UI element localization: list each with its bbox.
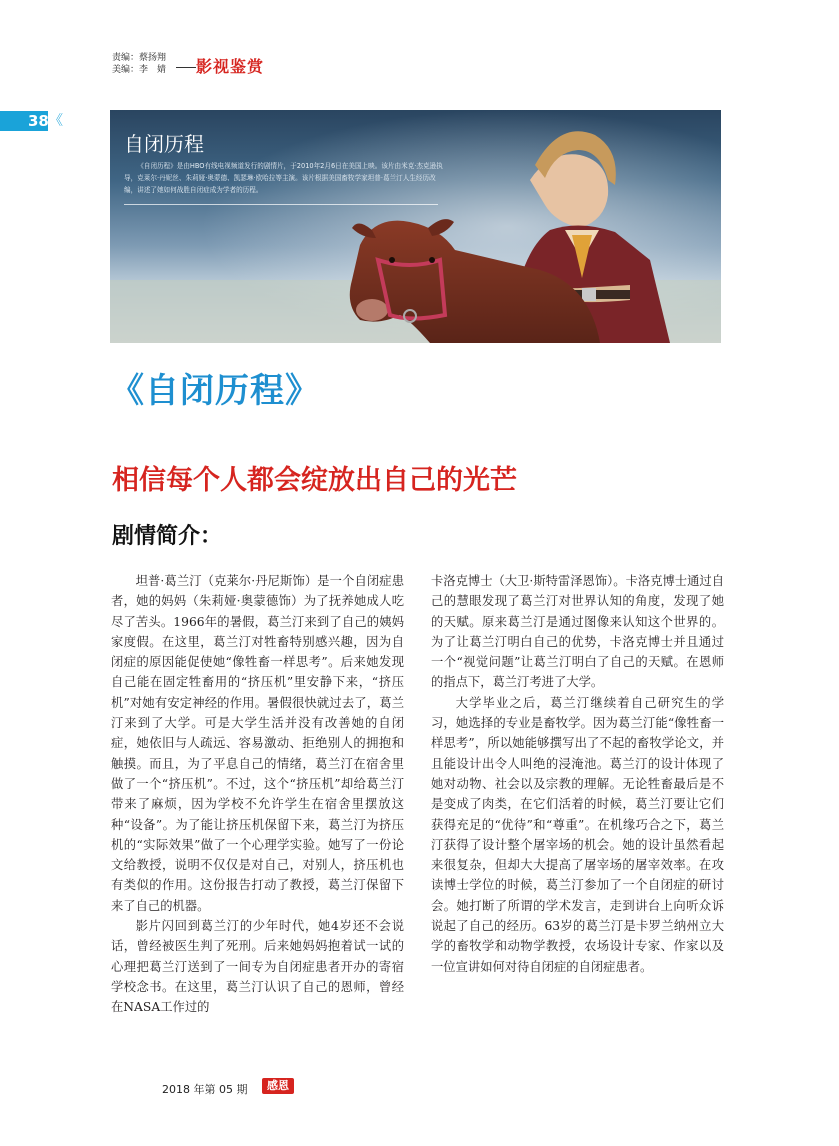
hero-description: 《自闭历程》是由HBO有线电视频道发行的剧情片，于2010年2月6日在美国上映。该片由米克·杰克逊执导，克莱尔·丹妮丝、朱莉娅·奥蒙德、凯瑟琳·欧哈拉等主演。该片根据美国畜牧学家坦普·葛兰汀人生经历改编，讲述了她如何战胜自闭症成为学者的历程。: [124, 162, 443, 194]
issue-label: 2018 年第 05 期: [162, 1083, 248, 1096]
article-subtitle: 相信每个人都会绽放出自己的光芒: [112, 465, 517, 496]
editor-credits: [112, 52, 166, 76]
article-title: 《自闭历程》: [110, 371, 320, 411]
paragraph: 坦普·葛兰汀（克莱尔·丹尼斯饰）是一个自闭症患者，她的妈妈（朱莉娅·奥蒙德饰）为了抚养她成人吃尽了苦头。1966年的暑假，葛兰汀来到了自己的姨妈家度假。在这里，葛兰汀对牲畜特别感兴趣，因为自闭症的原因能促使她“像牲畜一样思考”。后来她发现自己能在固定牲畜用的“挤压机”里安静下来，“挤压机”对她有安定神经的作用。暑假很快就过去了，葛兰汀来到了大学。可是大学生活并没有改善她的自闭症，她依旧与人疏远、容易激动、拒绝别人的拥抱和触摸。而且，为了平息自己的情绪，葛兰汀在宿舍里做了一个“挤压机”。不过，这个“挤压机”却给葛兰汀带来了麻烦，因为学校不允许学生在宿舍里摆放这种“设备”。为了能让挤压机保留下来，葛兰汀为挤压机的“实际效果”做了一个心理学实验。她写了一份论文给教授，说明不仅仅是对自己，对别人，挤压机也有类似的作用。这份报告打动了教授，葛兰汀保留下来了自己的机器。: [111, 574, 404, 913]
page-arrow-icon: 《: [49, 113, 63, 129]
text-column-left: [111, 571, 404, 1018]
hero-rule: [124, 204, 438, 205]
paragraph: 大学毕业之后，葛兰汀继续着自己研究生的学习，她选择的专业是畜牧学。因为葛兰汀能“像牲畜一样思考”，所以她能够撰写出了不起的畜牧学论文，并且能设计出令人叫绝的浸淹池。葛兰汀的设计体现了她对动物、社会以及宗教的理解。无论牲畜最后是不是变成了肉类，在它们活着的时候，葛兰汀要让它们获得充足的“优待”和“尊重”。在机缘巧合之下，葛兰汀获得了设计整个屠宰场的机会。她的设计虽然看起来很复杂，但却大大提高了屠宰场的屠宰效率。在攻读博士学位的时候，葛兰汀参加了一个自闭症的研讨会。她打断了所谓的学术发言，走到讲台上向听众诉说起了自己的经历。63岁的葛兰汀是卡罗兰纳州立大学的畜牧学和动物学教授，农场设计专家、作家以及一位宣讲如何对待自闭症的自闭症患者。: [431, 695, 724, 974]
magazine-logo: 感恩: [262, 1078, 294, 1094]
section-heading: 剧情简介：: [112, 523, 223, 549]
credit-art-editor: 美编：李 婧: [112, 65, 167, 75]
credit-editor: 责编：蔡扬翔: [112, 53, 167, 63]
text-column-right: [431, 571, 724, 977]
section-name: 影视鉴赏: [196, 57, 265, 76]
page-number: 38: [28, 112, 49, 130]
paragraph-continued: 卡洛克博士（大卫·斯特雷泽恩饰）。卡洛克博士通过自己的慧眼发现了葛兰汀对世界认知的角度，发现了她的天赋。原来葛兰汀是通过图像来认知这个世界的。为了让葛兰汀明白自己的优势，卡洛克博士并且通过一个“视觉问题”让葛兰汀明白了自己的天赋。在恩师的指点下，葛兰汀考进了大学。: [431, 574, 724, 690]
hero-image: [110, 110, 721, 343]
header-rule: [176, 67, 196, 68]
hero-title: 自闭历程: [124, 132, 204, 156]
paragraph: 影片闪回到葛兰汀的少年时代，她4岁还不会说话，曾经被医生判了死刑。后来她妈妈抱着试一试的心理把葛兰汀送到了一间专为自闭症患者开办的寄宿学校念书。在这里，葛兰汀认识了自己的恩师，曾经在NASA工作过的: [111, 919, 404, 1015]
